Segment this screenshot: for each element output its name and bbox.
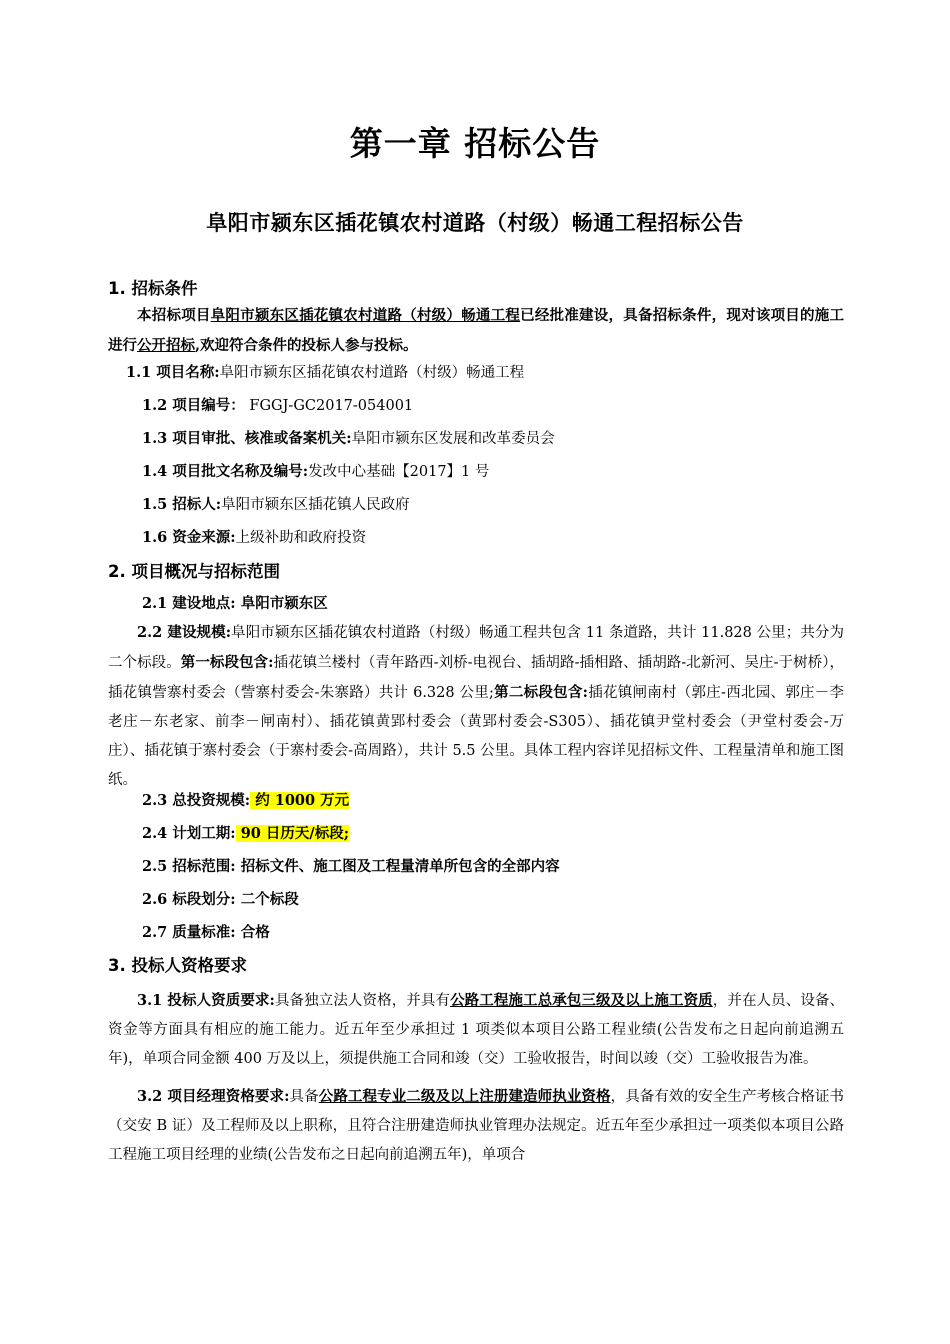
item-2-7-value: 合格: [235, 924, 270, 941]
item-1-5-label: 1.5 招标人:: [142, 496, 222, 513]
item-3-2-text-a: 具备: [289, 1089, 319, 1105]
item-3-1: [108, 986, 844, 1074]
section-2-heading: 2. 项目概况与招标范围: [108, 562, 280, 581]
section-2-items: [108, 789, 844, 954]
intro-text-c: 已经批准建设，具备招标条件，现对该项目的施工进行: [108, 307, 845, 354]
section-2: [108, 560, 844, 795]
item-2-5-label: 2.5 招标范围:: [142, 858, 236, 875]
item-3-2-label: 3.2 项目经理资格要求:: [137, 1088, 290, 1105]
bidding-method-underlined: 公开招标: [137, 337, 195, 354]
item-3-2-text-c: ，具备有效的安全生产考核合格证书（交安 B 证）及工程师及以上职称，且符合注册建造师执业管理办法规定。近五年至少承担过一项类似本项目公路工程施工项目经理的业绩(公告发布之日起向前追溯五年)，单项合: [108, 1089, 844, 1163]
section-1: [108, 277, 844, 359]
item-1-2-value: FGGJ-GC2017-054001: [244, 398, 414, 414]
item-3-1-text-c: ，并在人员、设备、资金等方面具有相应的施工能力。近五年至少承担过 1 项类似本项目公路工程业绩(公告发布之日起向前追溯五年)，单项合同金额 400 万及以上，须提供施工合同和竣（交）工验收报告，时间以竣（交）工验收报告为准。: [108, 993, 845, 1067]
item-2-6: [108, 888, 844, 921]
item-1-4-label: 1.4 项目批文名称及编号:: [142, 463, 309, 480]
item-1-6: [108, 526, 844, 559]
qualification-underlined: 公路工程施工总承包三级及以上施工资质: [450, 992, 713, 1009]
item-1-6-value: 上级补助和政府投资: [235, 530, 367, 546]
intro-text-a: 本招标项目: [137, 307, 211, 324]
item-2-7-label: 2.7 质量标准:: [142, 924, 236, 941]
item-1-2: [108, 394, 844, 427]
item-2-1: [108, 592, 844, 618]
item-2-2-label: 2.2 建设规模:: [137, 624, 232, 641]
announcement-title: 阜阳市颍东区插花镇农村道路（村级）畅通工程招标公告: [206, 210, 744, 235]
item-2-4-label: 2.4 计划工期:: [142, 825, 236, 842]
section-1-intro: [108, 301, 844, 359]
item-1-5: [108, 493, 844, 526]
chapter-title: 第一章 招标公告: [349, 124, 601, 163]
item-2-6-label: 2.6 标段划分:: [142, 891, 236, 908]
item-1-6-label: 1.6 资金来源:: [142, 529, 236, 546]
item-2-2-text-a: 阜阳市颍东区插花镇农村道路（村级）畅通工程共包含 11 条道路，共计 11.828 公里；共分为二个标段。: [108, 625, 844, 671]
lot-1-label: 第一标段包含:: [180, 654, 274, 671]
item-1-1-label: 1.1 项目名称:: [126, 364, 220, 381]
item-1-4-value: 发改中心基础【2017】1 号: [308, 464, 490, 480]
item-2-7: [108, 921, 844, 954]
intro-text-e: ,欢迎符合条件的投标人参与投标。: [195, 337, 418, 354]
item-3-1-label: 3.1 投标人资质要求:: [137, 992, 275, 1009]
manager-qualification-underlined: 公路工程专业二级及以上注册建造师执业资格: [318, 1088, 611, 1105]
item-2-3-label: 2.3 总投资规模:: [142, 792, 251, 809]
item-2-5: [108, 855, 844, 888]
section-1-heading: 1. 招标条件: [108, 279, 198, 298]
section-1-items: [108, 361, 844, 559]
item-1-4: [108, 460, 844, 493]
lot-2-label: 第二标段包含:: [493, 684, 589, 701]
item-2-1-label: 2.1 建设地点:: [142, 595, 236, 612]
item-2-3-value-highlighted: 约 1000 万元: [250, 792, 350, 809]
item-3-1-text-a: 具备独立法人资格，并具有: [274, 993, 451, 1009]
item-2-4-value-highlighted: 90 日历天/标段;: [235, 825, 350, 842]
item-1-1: [108, 361, 844, 394]
item-2-2-text-c: 插花镇兰楼村（青年路西-刘桥-电视台、插胡路-插相路、插胡路-北新河、吴庄-于树桥），插花镇訾寨村委会（訾寨村委会-朱寨路）共计 6.328 公里;: [108, 655, 845, 701]
item-2-2-text-e: 插花镇闸南村（郭庄-西北园、郭庄－李老庄－东老家、前李－闸南村）、插花镇黄郢村委会（黄郢村委会-S305）、插花镇尹堂村委会（尹堂村委会-万庄）、插花镇于寨村委会（于寨村委会-高周路），共计 5.5 公里。具体工程内容详见招标文件、工程量清单和施工图纸。: [108, 685, 844, 788]
item-2-4: [108, 822, 844, 855]
item-1-3: [108, 427, 844, 460]
item-1-2-label: 1.2 项目编号：: [142, 397, 245, 414]
item-3-2: [108, 1082, 844, 1170]
item-2-3: [108, 789, 844, 822]
project-name-underlined: 阜阳市颍东区插花镇农村道路（村级）畅通工程: [210, 307, 521, 324]
item-1-5-value: 阜阳市颍东区插花镇人民政府: [221, 497, 410, 513]
item-1-3-label: 1.3 项目审批、核准或备案机关:: [142, 430, 352, 447]
item-2-6-value: 二个标段: [235, 891, 299, 908]
item-1-3-value: 阜阳市颍东区发展和改革委员会: [351, 431, 555, 447]
item-2-1-value: 阜阳市颍东区: [235, 595, 328, 612]
item-2-2: [108, 618, 844, 795]
section-3: [108, 954, 844, 1170]
section-3-heading: 3. 投标人资格要求: [108, 956, 247, 975]
item-1-1-value: 阜阳市颍东区插花镇农村道路（村级）畅通工程: [219, 365, 525, 381]
item-2-5-value: 招标文件、施工图及工程量清单所包含的全部内容: [235, 858, 560, 875]
